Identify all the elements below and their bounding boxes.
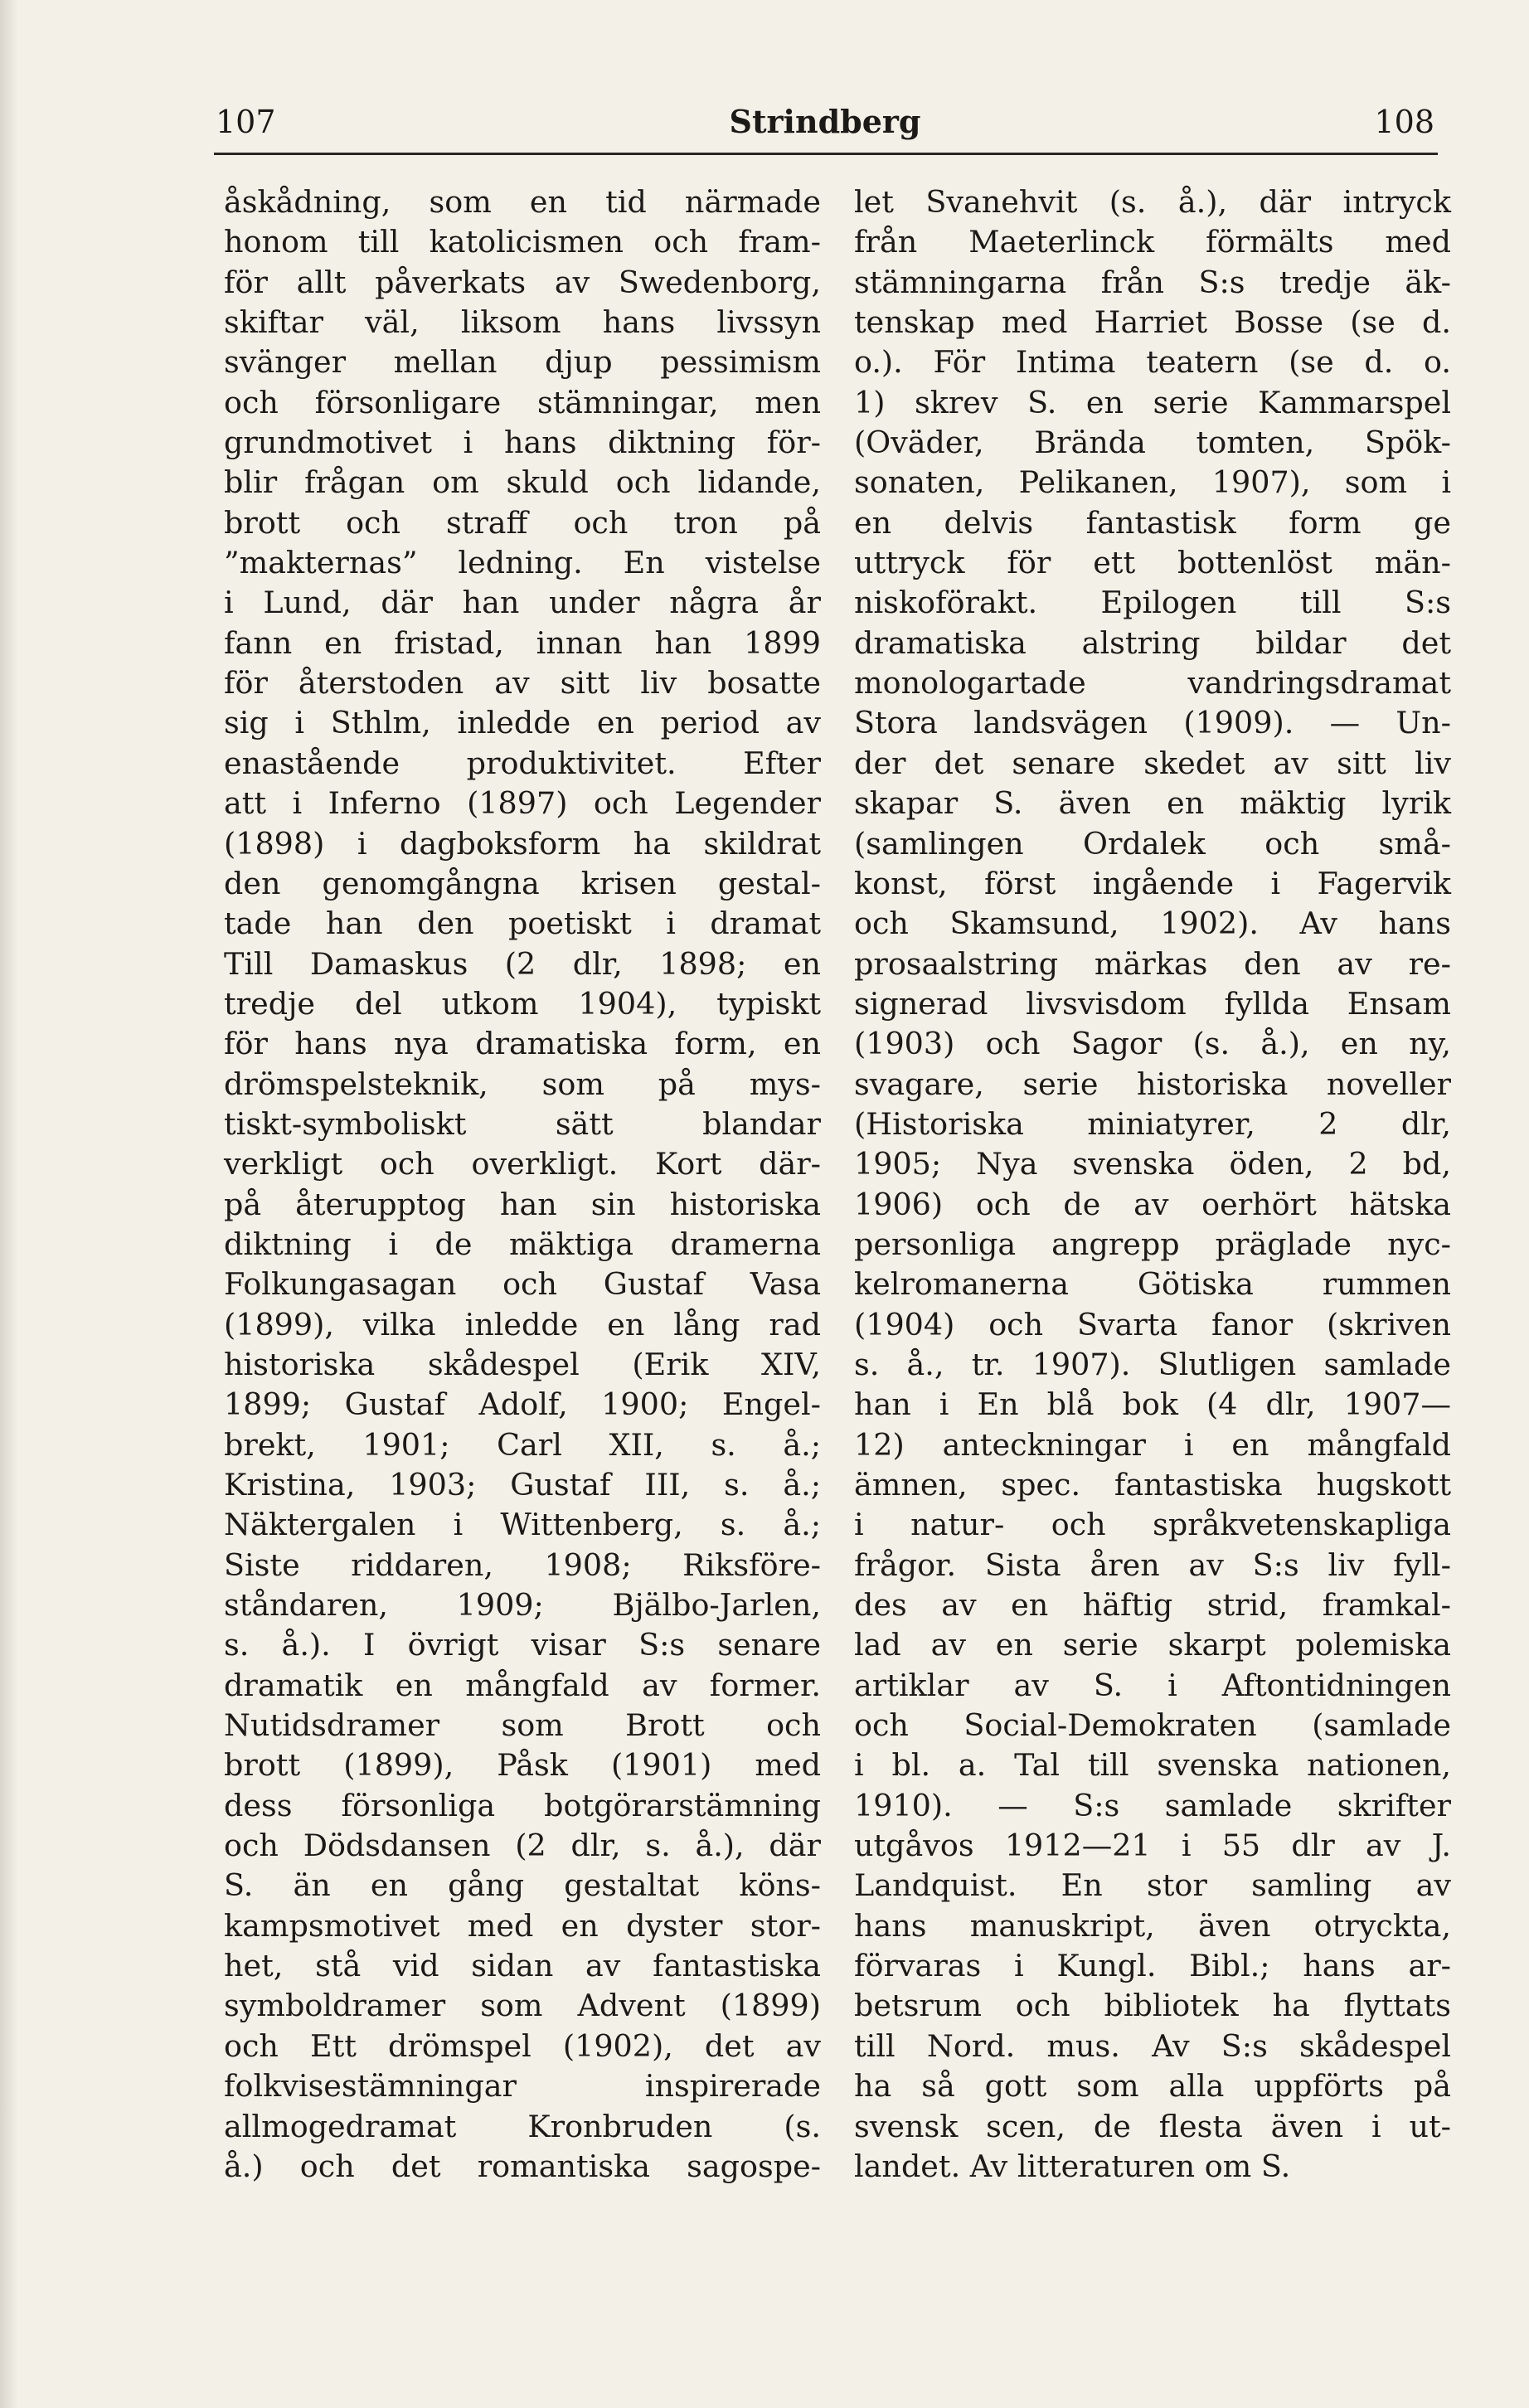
text-line: niskoförakt. Epilogen till S:s	[854, 585, 1451, 621]
text-line: sonaten, Pelikanen, 1907), som i	[854, 464, 1451, 501]
text-line: dramatiska alstring bildar det	[854, 624, 1451, 661]
text-line: allmogedramat Kronbruden (s.	[224, 2108, 821, 2144]
text-line: prosaalstring märkas den av re-	[854, 945, 1451, 982]
running-title: Strindberg	[729, 103, 921, 140]
text-line: drömspelsteknik, som på mys-	[224, 1066, 821, 1102]
text-line: (1903) och Sagor (s. å.), en ny,	[854, 1026, 1451, 1062]
scan-edge	[0, 0, 18, 2408]
text-line: symboldramer som Advent (1899)	[224, 1988, 821, 2024]
text-line: Stora landsvägen (1909). — Un-	[854, 705, 1451, 741]
text-line: ha så gott som alla uppförts på	[854, 2068, 1451, 2105]
text-line: 12) anteckningar i en mångfald	[854, 1426, 1451, 1463]
text-line: för hans nya dramatiska form, en	[224, 1026, 821, 1062]
text-line: (1898) i dagboksform ha skildrat	[224, 825, 821, 862]
text-line: dess försonliga botgörarstämning	[224, 1787, 821, 1823]
text-line: tiskt-symboliskt sätt blandar	[224, 1105, 821, 1142]
text-line: på återupptog han sin historiska	[224, 1186, 821, 1222]
text-line: S. än en gång gestaltat köns-	[224, 1867, 821, 1904]
text-line: des av en häftig strid, framkal-	[854, 1587, 1451, 1624]
text-line: (samlingen Ordalek och små-	[854, 825, 1451, 862]
text-line: utgåvos 1912—21 i 55 dlr av J.	[854, 1828, 1451, 1864]
text-line: konst, först ingående i Fagervik	[854, 865, 1451, 901]
text-line: personliga angrepp präglade nyc-	[854, 1226, 1451, 1262]
text-line: för allt påverkats av Swedenborg,	[224, 264, 821, 300]
text-line: verkligt och overkligt. Kort där-	[224, 1146, 821, 1182]
text-line: let Svanehvit (s. å.), där intryck	[854, 184, 1451, 220]
text-line: 1905; Nya svenska öden, 2 bd,	[854, 1146, 1451, 1182]
header-rule	[214, 153, 1438, 155]
text-line: sig i Sthlm, inledde en period av	[224, 705, 821, 741]
text-line: 1) skrev S. en serie Kammarspel	[854, 384, 1451, 420]
text-line: Nutidsdramer som Brott och	[224, 1707, 821, 1744]
text-line: (1899), vilka inledde en lång rad	[224, 1306, 821, 1342]
text-line: en delvis fantastisk form ge	[854, 504, 1451, 541]
text-line: och försonligare stämningar, men	[224, 384, 821, 420]
text-line: han i En blå bok (4 dlr, 1907—	[854, 1386, 1451, 1423]
text-line: uttryck för ett bottenlöst män-	[854, 545, 1451, 581]
text-line: skiftar väl, liksom hans livssyn	[224, 304, 821, 341]
text-line: diktning i de mäktiga dramerna	[224, 1226, 821, 1262]
text-line: s. å.). I övrigt visar S:s senare	[224, 1627, 821, 1663]
text-line: dramatik en mångfald av former.	[224, 1667, 821, 1703]
text-line: (Historiska miniatyrer, 2 dlr,	[854, 1105, 1451, 1142]
text-line: till Nord. mus. Av S:s skådespel	[854, 2027, 1451, 2064]
text-line: förvaras i Kungl. Bibl.; hans ar-	[854, 1948, 1451, 1984]
text-line: signerad livsvisdom fyllda Ensam	[854, 985, 1451, 1022]
text-line: kampsmotivet med en dyster stor-	[224, 1907, 821, 1944]
text-line: ståndaren, 1909; Bjälbo-Jarlen,	[224, 1587, 821, 1624]
text-line: och Dödsdansen (2 dlr, s. å.), där	[224, 1828, 821, 1864]
running-header	[216, 93, 1434, 151]
text-line: brekt, 1901; Carl XII, s. å.;	[224, 1426, 821, 1463]
text-line: svänger mellan djup pessimism	[224, 344, 821, 381]
text-line: frågor. Sista åren av S:s liv fyll-	[854, 1546, 1451, 1583]
text-line: svagare, serie historiska noveller	[854, 1066, 1451, 1102]
text-line: att i Inferno (1897) och Legender	[224, 785, 821, 822]
text-line: brott (1899), Påsk (1901) med	[224, 1747, 821, 1784]
right-column	[854, 182, 1451, 2187]
text-line: i natur- och språkvetenskapliga	[854, 1507, 1451, 1543]
text-line: Siste riddaren, 1908; Riksföre-	[224, 1546, 821, 1583]
text-line: för återstoden av sitt liv bosatte	[224, 665, 821, 702]
text-line: svensk scen, de flesta även i ut-	[854, 2108, 1451, 2144]
page-number-right: 108	[1374, 104, 1434, 140]
text-line: landet. Av litteraturen om S.	[854, 2148, 1291, 2184]
text-line: Landquist. En stor samling av	[854, 1867, 1451, 1904]
text-line: och Social-Demokraten (samlade	[854, 1707, 1451, 1744]
text-line: blir frågan om skuld och lidande,	[224, 464, 821, 501]
left-column	[224, 182, 821, 2187]
text-line: Näktergalen i Wittenberg, s. å.;	[224, 1507, 821, 1543]
text-line: från Maeterlinck förmälts med	[854, 224, 1451, 260]
text-line: Folkungasagan och Gustaf Vasa	[224, 1266, 821, 1303]
text-line: tade han den poetiskt i dramat	[224, 905, 821, 942]
text-line: brott och straff och tron på	[224, 504, 821, 541]
text-line: ämnen, spec. fantastiska hugskott	[854, 1467, 1451, 1503]
text-line: grundmotivet i hans diktning för-	[224, 425, 821, 461]
text-line: s. å., tr. 1907). Slutligen samlade	[854, 1346, 1451, 1382]
text-line: Till Damaskus (2 dlr, 1898; en	[224, 945, 821, 982]
text-line: enastående produktivitet. Efter	[224, 745, 821, 781]
text-line: betsrum och bibliotek ha flyttats	[854, 1988, 1451, 2024]
text-line: ”makternas” ledning. En vistelse	[224, 545, 821, 581]
text-line: fann en fristad, innan han 1899	[224, 624, 821, 661]
text-line: i Lund, där han under några år	[224, 585, 821, 621]
text-line: folkvisestämningar inspirerade	[224, 2068, 821, 2105]
text-line: 1910). — S:s samlade skrifter	[854, 1787, 1451, 1823]
text-line: 1899; Gustaf Adolf, 1900; Engel-	[224, 1386, 821, 1423]
text-line: och Ett drömspel (1902), det av	[224, 2027, 821, 2064]
text-line: den genomgångna krisen gestal-	[224, 865, 821, 901]
text-line: der det senare skedet av sitt liv	[854, 745, 1451, 781]
text-line: hans manuskript, även otryckta,	[854, 1907, 1451, 1944]
text-line: lad av en serie skarpt polemiska	[854, 1627, 1451, 1663]
text-line: å.) och det romantiska sagospe-	[224, 2148, 821, 2184]
text-line: skapar S. även en mäktig lyrik	[854, 785, 1451, 822]
text-line: o.). För Intima teatern (se d. o.	[854, 344, 1451, 381]
text-line: monologartade vandringsdramat	[854, 665, 1451, 702]
text-line: 1906) och de av oerhört hätska	[854, 1186, 1451, 1222]
page-number-left: 107	[216, 104, 276, 140]
text-line: (Oväder, Brända tomten, Spök-	[854, 425, 1451, 461]
text-line: tredje del utkom 1904), typiskt	[224, 985, 821, 1022]
text-line: honom till katolicismen och fram-	[224, 224, 821, 260]
text-line: tenskap med Harriet Bosse (se d.	[854, 304, 1451, 341]
text-line: kelromanerna Götiska rummen	[854, 1266, 1451, 1303]
text-line: och Skamsund, 1902). Av hans	[854, 905, 1451, 942]
text-line: (1904) och Svarta fanor (skriven	[854, 1306, 1451, 1342]
text-line: stämningarna från S:s tredje äk-	[854, 264, 1451, 300]
text-line: historiska skådespel (Erik XIV,	[224, 1346, 821, 1382]
text-line: artiklar av S. i Aftontidningen	[854, 1667, 1451, 1703]
text-line: het, stå vid sidan av fantastiska	[224, 1948, 821, 1984]
text-line: åskådning, som en tid närmade	[224, 184, 821, 220]
text-line: i bl. a. Tal till svenska nationen,	[854, 1747, 1451, 1784]
text-line: Kristina, 1903; Gustaf III, s. å.;	[224, 1467, 821, 1503]
